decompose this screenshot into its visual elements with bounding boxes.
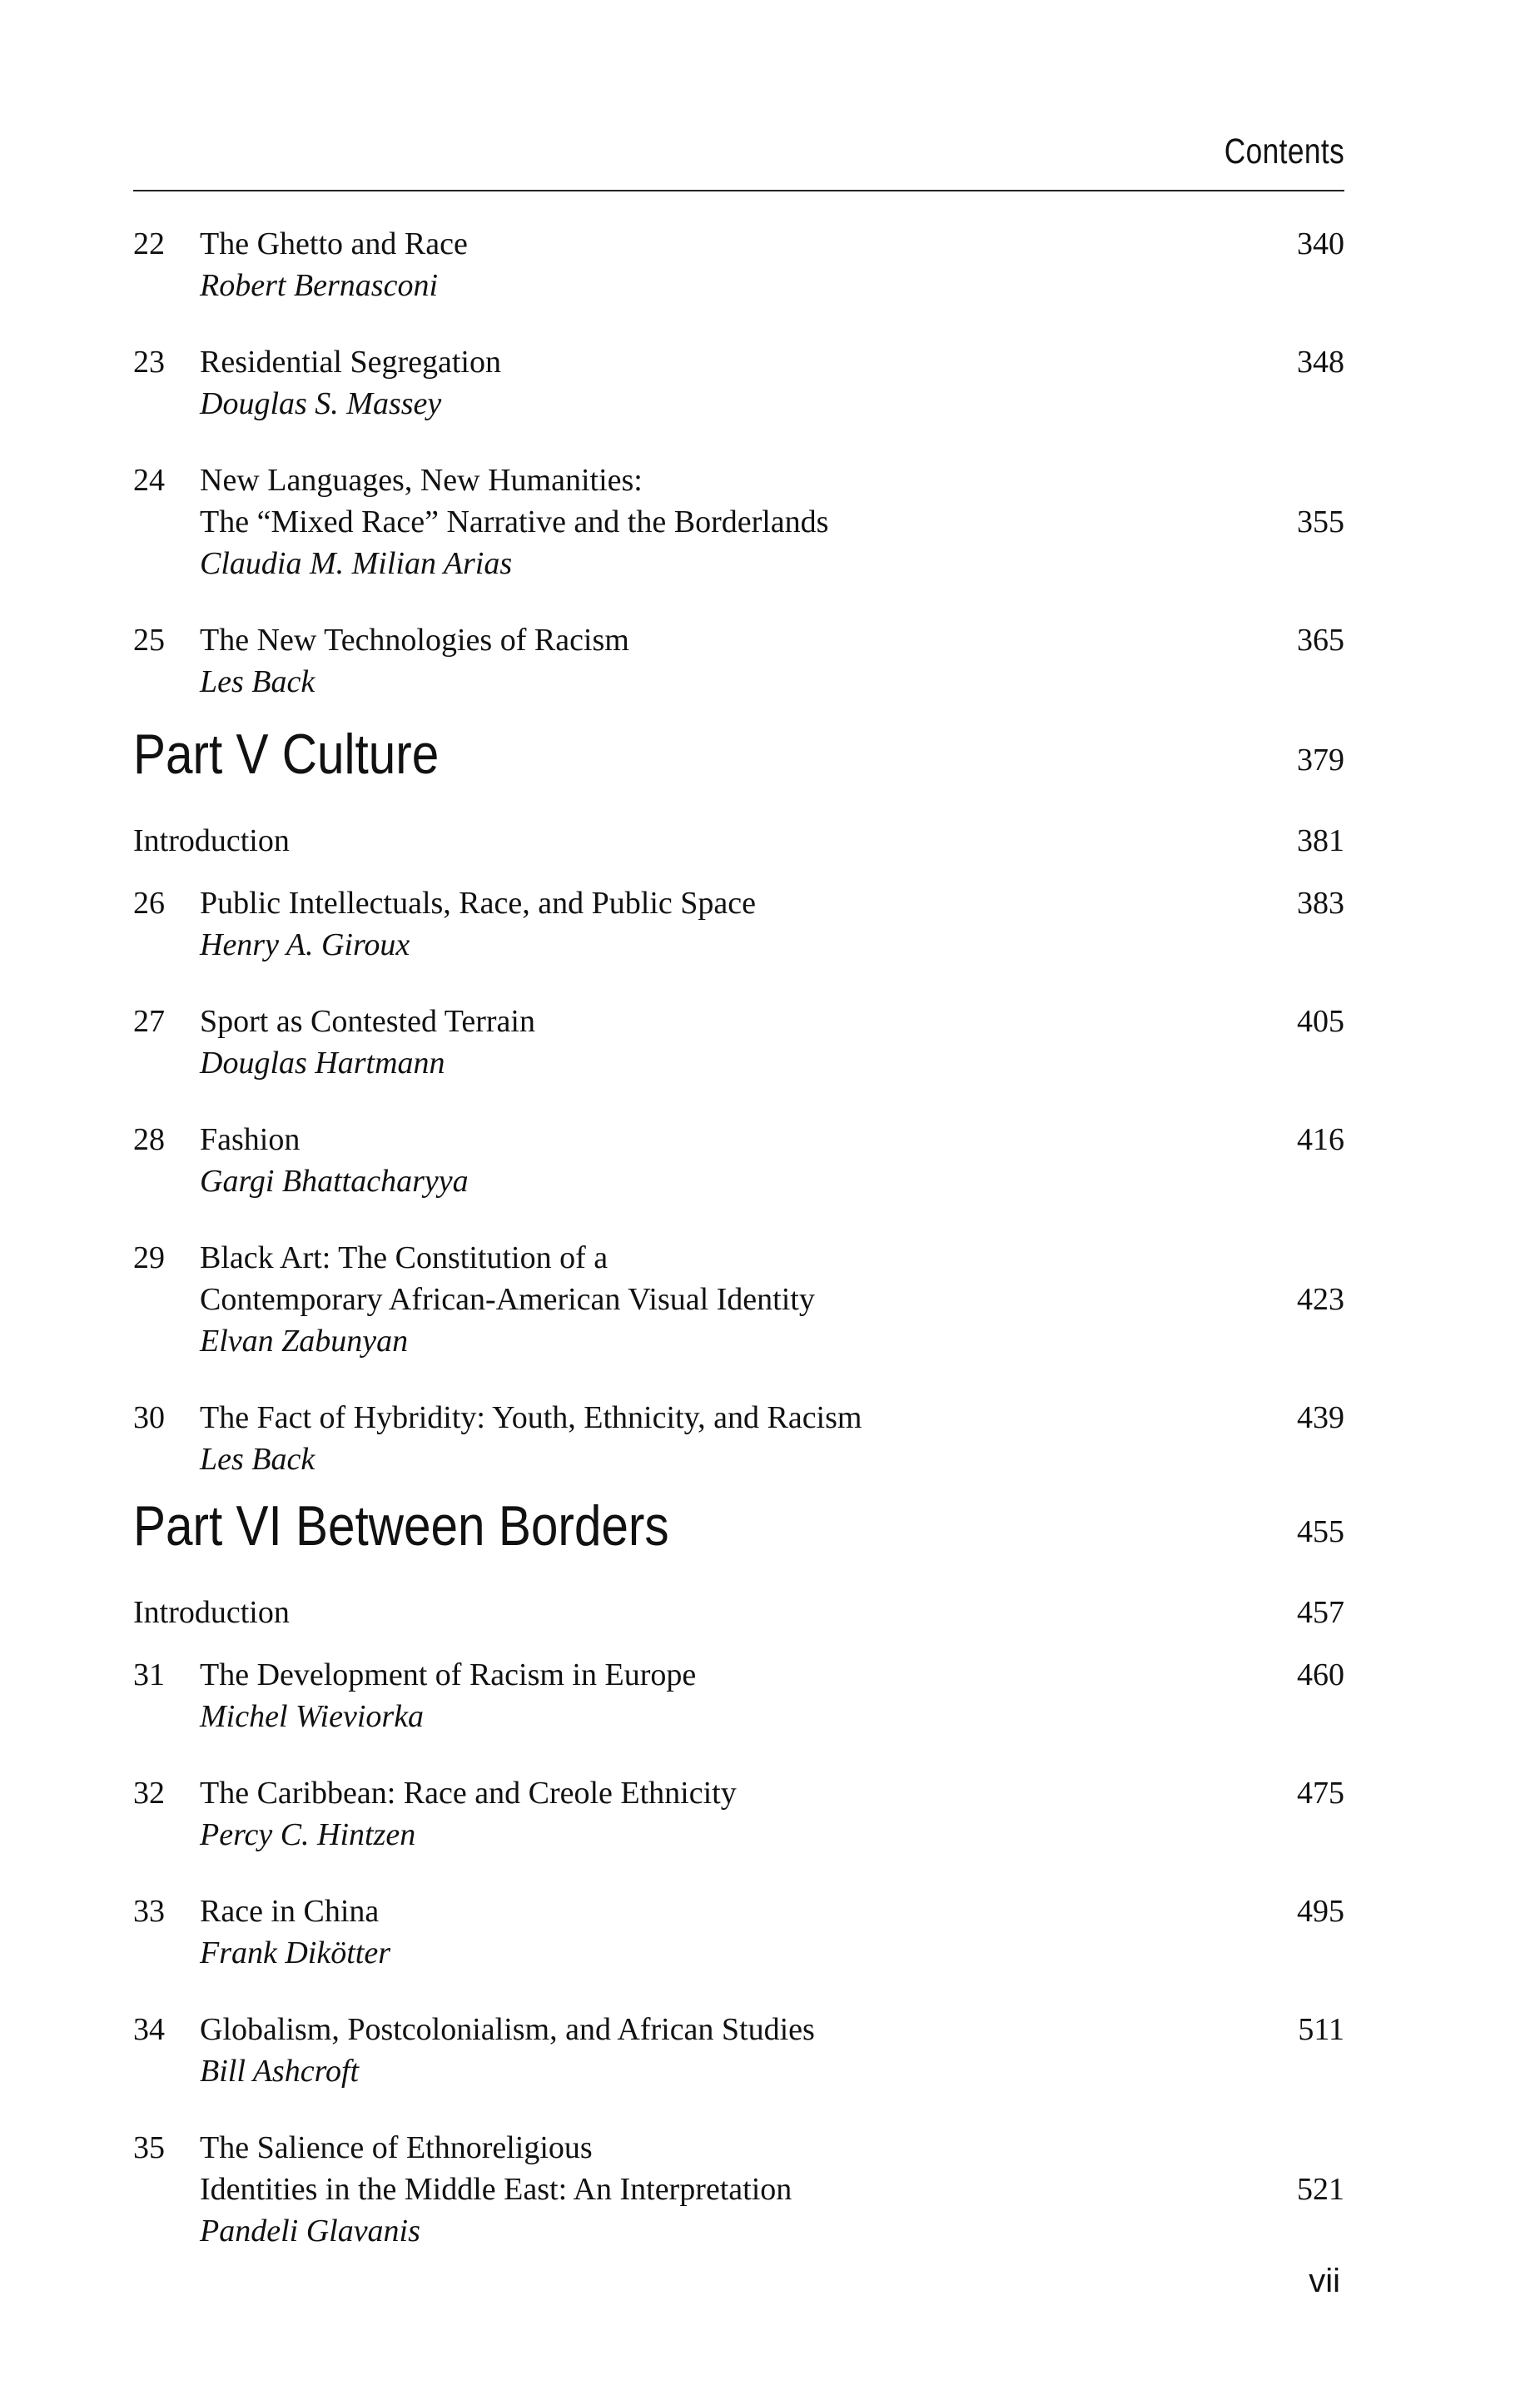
chapter-number: 32 bbox=[133, 1776, 165, 1811]
chapter-number: 22 bbox=[133, 226, 165, 261]
chapter-number: 35 bbox=[133, 2130, 165, 2165]
entry-body bbox=[200, 1237, 1220, 1362]
chapter-title-line: Sport as Contested Terrain bbox=[200, 1004, 535, 1039]
chapter-author: Douglas S. Massey bbox=[200, 386, 442, 421]
entry-body bbox=[200, 1891, 1220, 1974]
page-number: 348 bbox=[1297, 345, 1344, 380]
part-title: Part VI Between Borders bbox=[133, 1494, 669, 1558]
page-number: 460 bbox=[1297, 1657, 1344, 1692]
toc-group-part4-tail bbox=[133, 223, 1344, 738]
chapter-number: 24 bbox=[133, 463, 165, 498]
part-page-number: 455 bbox=[1297, 1514, 1344, 1549]
chapter-author: Bill Ashcroft bbox=[200, 2054, 360, 2089]
chapter-author: Robert Bernasconi bbox=[200, 268, 439, 303]
chapter-author: Gargi Bhattacharyya bbox=[200, 1164, 469, 1199]
chapter-number: 31 bbox=[133, 1657, 165, 1692]
entry-body bbox=[200, 341, 1220, 425]
chapter-author: Pandeli Glavanis bbox=[200, 2214, 420, 2248]
chapter-title-line: The New Technologies of Racism bbox=[200, 623, 629, 658]
page-number: 340 bbox=[1297, 226, 1344, 261]
chapter-number: 33 bbox=[133, 1894, 165, 1929]
part-page-number: 379 bbox=[1297, 743, 1344, 778]
entry-body bbox=[200, 1397, 1220, 1480]
chapter-number: 25 bbox=[133, 623, 165, 658]
page-number: 423 bbox=[1297, 1282, 1344, 1317]
page-number: 416 bbox=[1297, 1122, 1344, 1157]
chapter-author: Les Back bbox=[200, 664, 315, 699]
toc-entry[interactable] bbox=[133, 1891, 1344, 1974]
chapter-title-line: The “Mixed Race” Narrative and the Borderlands bbox=[200, 504, 829, 539]
folio-page-number: vii bbox=[1309, 2263, 1340, 2299]
chapter-author: Claudia M. Milian Arias bbox=[200, 546, 513, 581]
page-number: 405 bbox=[1297, 1004, 1344, 1039]
toc-entry[interactable] bbox=[133, 1772, 1344, 1856]
chapter-title-line: The Salience of Ethnoreligious bbox=[200, 2130, 593, 2165]
part-title: Part V Culture bbox=[133, 723, 440, 786]
toc-entry[interactable] bbox=[133, 1654, 1344, 1737]
introduction-label: Introduction bbox=[133, 1595, 290, 1630]
toc-entry[interactable] bbox=[133, 1001, 1344, 1084]
chapter-title-line: Public Intellectuals, Race, and Public Space bbox=[200, 886, 756, 921]
page-number: 495 bbox=[1297, 1894, 1344, 1929]
chapter-number: 34 bbox=[133, 2012, 165, 2047]
chapter-title-line: Contemporary African-American Visual Identity bbox=[200, 1282, 815, 1317]
page-number: 521 bbox=[1297, 2172, 1344, 2207]
toc-entry[interactable] bbox=[133, 619, 1344, 703]
entry-body bbox=[200, 1119, 1220, 1202]
chapter-title-line: The Fact of Hybridity: Youth, Ethnicity, and Racism bbox=[200, 1400, 862, 1435]
chapter-title-line: Residential Segregation bbox=[200, 345, 501, 380]
running-head: Contents bbox=[1224, 132, 1344, 171]
chapter-author: Elvan Zabunyan bbox=[200, 1324, 409, 1359]
entry-body bbox=[200, 1654, 1220, 1737]
page-number: 457 bbox=[1297, 1595, 1344, 1630]
entry-body bbox=[200, 460, 1220, 584]
toc-entry[interactable] bbox=[133, 882, 1344, 966]
toc-introduction[interactable] bbox=[133, 1592, 1344, 1633]
toc-entry[interactable] bbox=[133, 1397, 1344, 1480]
chapter-title-line: Globalism, Postcolonialism, and African Studies bbox=[200, 2012, 815, 2047]
page-number: 381 bbox=[1297, 823, 1344, 858]
chapter-title-line: The Ghetto and Race bbox=[200, 226, 468, 261]
entry-body bbox=[200, 223, 1220, 306]
chapter-title-line: The Caribbean: Race and Creole Ethnicity bbox=[200, 1776, 737, 1811]
chapter-number: 27 bbox=[133, 1004, 165, 1039]
chapter-author: Douglas Hartmann bbox=[200, 1046, 445, 1081]
introduction-label: Introduction bbox=[133, 823, 290, 858]
toc-entry[interactable] bbox=[133, 341, 1344, 425]
page-number: 355 bbox=[1297, 504, 1344, 539]
entry-body bbox=[200, 1772, 1220, 1856]
chapter-author: Frank Dikötter bbox=[200, 1935, 391, 1970]
entry-body bbox=[200, 1001, 1220, 1084]
page-number: 511 bbox=[1298, 2012, 1344, 2047]
entry-body bbox=[200, 619, 1220, 703]
chapter-number: 23 bbox=[133, 345, 165, 380]
chapter-author: Percy C. Hintzen bbox=[200, 1817, 416, 1852]
page-number: 475 bbox=[1297, 1776, 1344, 1811]
chapter-number: 29 bbox=[133, 1240, 165, 1275]
chapter-author: Henry A. Giroux bbox=[200, 927, 410, 962]
toc-entry[interactable] bbox=[133, 460, 1344, 584]
toc-entry[interactable] bbox=[133, 1119, 1344, 1202]
chapter-number: 30 bbox=[133, 1400, 165, 1435]
page-number: 365 bbox=[1297, 623, 1344, 658]
chapter-title-line: Race in China bbox=[200, 1894, 380, 1929]
toc-entry[interactable] bbox=[133, 1237, 1344, 1362]
entry-body bbox=[200, 2127, 1220, 2252]
chapter-title-line: Identities in the Middle East: An Interpretation bbox=[200, 2172, 792, 2207]
part-heading-between-borders bbox=[133, 1493, 1344, 1559]
toc-entry[interactable] bbox=[133, 2009, 1344, 2092]
chapter-title-line: Black Art: The Constitution of a bbox=[200, 1240, 609, 1275]
toc-entry[interactable] bbox=[133, 223, 1344, 306]
part-heading-culture bbox=[133, 721, 1344, 788]
chapter-title-line: Fashion bbox=[200, 1122, 301, 1157]
chapter-title-line: New Languages, New Humanities: bbox=[200, 463, 643, 498]
chapter-author: Les Back bbox=[200, 1442, 315, 1477]
toc-group-part5 bbox=[133, 882, 1344, 1515]
chapter-number: 28 bbox=[133, 1122, 165, 1157]
toc-introduction[interactable] bbox=[133, 820, 1344, 862]
header-rule bbox=[133, 190, 1344, 191]
chapter-author: Michel Wieviorka bbox=[200, 1699, 425, 1734]
entry-body bbox=[200, 882, 1220, 966]
chapter-title-line: The Development of Racism in Europe bbox=[200, 1657, 697, 1692]
page-number: 383 bbox=[1297, 886, 1344, 921]
toc-group-part6 bbox=[133, 1654, 1344, 2287]
page-number: 439 bbox=[1297, 1400, 1344, 1435]
entry-body bbox=[200, 2009, 1220, 2092]
toc-entry[interactable] bbox=[133, 2127, 1344, 2252]
chapter-number: 26 bbox=[133, 886, 165, 921]
